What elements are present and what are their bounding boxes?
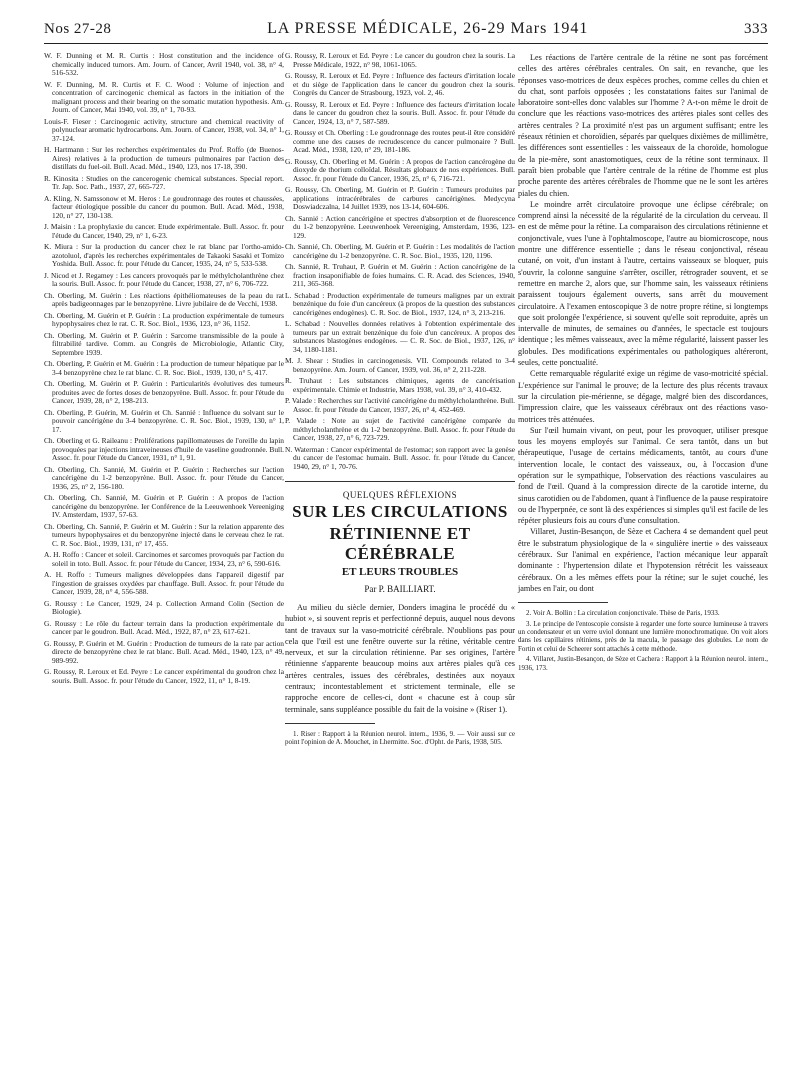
reference-item: Louis-F. Fieser : Carcinogenic activity, structure and chemical reactivity of polynuclear aromatic hydrocarbons. Am. Journ. of Cancer, 1938, vol. 34, n° 1, 37-124. [44, 116, 284, 143]
reference-item: G. Roussy, R. Leroux et Ed. Peyre : Influence des facteurs d'irritation locale et du siège de l'application dans le cancer du goudron chez la souris. Congrès du Cancer de Strasbourg, 1923, vol. 2, 46. [285, 71, 515, 97]
article-title-line-2: RÉTINIENNE ET CÉRÉBRALE [329, 524, 471, 563]
footnote: 4. Villaret, Justin-Besançon, de Sèze et Cachera : Rapport à la Réunion neurol. intern., 1936, 173. [518, 655, 768, 672]
article-paragraph: Au milieu du siècle dernier, Donders imagina le procédé du « hubiot », si souvent repris et perfectionné depuis, auquel nous devons tant de travaux sur la vaso-motricité cérébrale. N'oublions pas pour cela que l'œil est une fenêtre ouverte sur la rétine, véritable centre nerveux, et sur la circulation rétinienne. Par ses origines, l'artère rétinienne s'apparente beaucoup moins aux artères piales qu'à ces artères centrales, issues des cérébrales, destinées aux noyaux centraux; incontestablement et strictement terminale, elle se rapproche encore de celles-ci, dont « chacune est à coup sûr terminale, sans suppléance possible du fait de la voisine » (Riser 1). [285, 603, 515, 714]
reference-item: R. Truhaut : Les substances chimiques, agents de cancérisation expérimentale. Chimie et Industrie, Mars 1938, vol. 39, n° 3, 410-432. [285, 376, 515, 394]
article-byline: Par P. BAILLIART. [364, 584, 436, 594]
reference-item: G. Roussy, Ch. Oberling, M. Guérin et P. Guérin : Tumeurs produites par applications intracérébrales de carbures cancérigènes. Medycyna Doswiadczalna, 14 Juillet 1939, nos 13-14, 604-606. [285, 185, 515, 211]
reference-item: W. F. Dunning et M. R. Curtis : Host constitution and the incidence of chemically induced tumors. Am. Journ. of Cancer, Avril 1940, vol. 38, n° 4, 516-532. [44, 51, 284, 77]
reference-item: K. Miura : Sur la production du cancer chez le rat blanc par l'ortho-amido-azotoluol, d'après les recherches expérimentales de Takaoki Sasaki et Tomizo Yoshida. Bull. Assoc. fr. pour l'étude du Cancer, 1935, 24, n° 5, 533-538. [44, 242, 284, 268]
reference-item: Ch. Sannié, Ch. Oberling, M. Guérin et P. Guérin : Les modalités de l'action cancérigène du 1-2 benzopyrène. C. R. Soc. Biol., 1935, 120, 1196. [285, 242, 515, 260]
reference-item: A. H. Roffo : Cancer et soleil. Carcinomes et sarcomes provoqués par l'action du soleil in toto. Bull. Assoc. fr. pour l'étude du Cancer, 1934, 23, n° 6, 590-616. [44, 550, 284, 568]
article-paragraph: Le moindre arrêt circulatoire provoque une éclipse cérébrale; on comprend ainsi la nécessité de la régularité de la circulation du cerveau. Il en est de même pour la rétine. La comparaison des circulations rétinienne et conjonctivale, vues l'une à l'ophtalmoscope, l'autre au biomicroscope, nous montre une différence essentielle ; dans le réseau conjonctival, réseau cutané, on voit, d'un instant à l'autre, certains vaisseaux se bloquer, puis s'ouvrir, la colonne sanguine s'arrêter, osciller, rétrograder souvent, et se remettre en marche 2, alors que, sur l'homme sain, les vaisseaux rétiniens paraissent toujours également ouverts, sans arrêt du mouvement circulatoire. A l'examen entoscopique 3 de notre propre rétine, si longtemps que soit prolongée l'expérience, si souvent qu'elle soit reproduite, après un intervalle de minutes, de semaines ou d'années, le spectacle est toujours identique ; les mêmes vaisseaux, avec la même régularité, laissent passer les globules. Des modifications expérimentales ou pathologiques altéreront, seules, cette ponctualité. [518, 199, 768, 368]
reference-item: A. H. Roffo : Tumeurs malignes développées dans l'appareil digestif par l'ingestion de graisses oxydées par chauffage. Bull. Assoc. fr. pour l'étude du Cancer, 1939, 28, n° 4, 556-588. [44, 570, 284, 596]
reference-item: N. Waterman : Cancer expérimental de l'estomac; son rapport avec la genèse du cancer de l'estomac humain. Bull. Assoc. fr. pour l'étude du Cancer, 1940, 29, n° 1, 70-76. [285, 444, 515, 471]
reference-item: M. J. Shear : Studies in carcinogenesis. VII. Compounds related to 3-4 benzopyrène. Am. Journ. of Cancer, 1939, vol. 36, n° 2, 211-228. [285, 356, 515, 374]
reference-item: Ch. Oberling, Ch. Sannié, P. Guérin et M. Guérin : Sur la relation apparente des tumeurs hypophysaires et du benzopyrène injecté dans le cerveau chez le rat. C. R. Soc. Biol., 1939, 131, n° 17, 455. [44, 521, 284, 548]
reference-item: G. Roussy, R. Leroux et Ed. Peyre : Le cancer du goudron chez la souris. La Presse Médicale, 1922, n° 98, 1061-1065. [285, 51, 515, 69]
reference-item: G. Roussy, P. Guérin et M. Guérin : Production de tumeurs de la rate par action directe de benzopyrène chez le rat blanc. Bull. Acad. Méd., 1940, 123, n° 49, 989-992. [44, 638, 284, 665]
column-2 [285, 52, 515, 749]
reference-item: G. Roussy, R. Leroux et Ed. Peyre : Le cancer expérimental du goudron chez la souris. Bull. Assoc. fr. pour l'étude du Cancer, 1922, 11, n° 1, 8-19. [44, 667, 284, 685]
article-paragraph: Villaret, Justin-Besançon, de Sèze et Cachera 4 se demandent quel peut être le substratum physiologique de la « singulière inertie » des vaisseaux cérébraux. Sur l'animal en expérience, l'action mécanique leur apparaît dominante : l'hypertension dilate et l'hypotension rétrécit les vaisseaux cérébraux. On a les mêmes effets pour la rétine; sur le sujet couché, les jambes en l'air, ou dont [518, 527, 768, 593]
reference-item: A. Kling, N. Samssonow et M. Heros : Le goudronnage des routes et chaussées, facteur étiologique possible du cancer du poumon. Bull. Acad. Méd., 1938, 120, n° 27, 130-138. [44, 193, 284, 220]
article-paragraph: Cette remarquable régularité exige un régime de vaso-motricité spécial. L'expérience sur l'animal le prouve; de la lecture des plus récents travaux sur la circulation pie-mérienne, se dégage, malgré bien des discordances, l'impression claire, que les vaisseaux cérébraux ont des réactions vaso-motrices très atténuées. [518, 369, 768, 424]
article-paragraph: Les réactions de l'artère centrale de la rétine ne sont pas forcément celles des artères cérébrales centrales. On sait, en revanche, que les réponses vaso-motrices de deux espèces proches, comme celles du chien et du chat, sont parfois opposées ; les constatations faites sur l'animal de laboratoire sont-elles donc valables sur l'homme ? A-t-on même le droit de conclure que les réactions vaso-motrices des artères piales sont celles des artères centrales ? La proximité n'est pas un argument suffisant; entre les réseaux rétinien et choroïdien, séparés par quelques dixièmes de millimètre, les différences sont essentielles : les vaisseaux de la choroïde, homologue de la pie-mère, sont anastomotiques, ceux de la rétine sont terminaux. Il paraît bien probable que l'artère centrale de la rétine de l'homme est plus proche parente des artères cérébrales de l'homme que ne le sont les artères piales du chien. [518, 53, 768, 198]
reference-item: W. F. Dunning, M. R. Curtis et F. C. Wood : Volume of injection and concentration of carcinogenic chemical as factors in the initiation of the malignant process and their bearing on the somatic mutation hypothesis. Am. Journ. of Cancer, Mai 1940, vol. 39, n° 1, 70-93. [44, 79, 284, 114]
reference-item: Ch. Oberling, M. Guérin et P. Guérin : Sarcome transmissible de la poule à filtrabilité tardive. Comm. au Congrès de Microbiologie, Atlantic City, Septembre 1939. [44, 330, 284, 357]
reference-item: J. Maisin : La prophylaxie du cancer. Etude expérimentale. Bull. Assoc. fr. pour l'étude du Cancer, 1940, 29, n° 1, 6-23. [44, 222, 284, 240]
article-paragraph: Sur l'œil humain vivant, on peut, pour les provoquer, utiliser presque tous les moyens employés sur l'animal. Ce sera tantôt, dans un but thérapeutique, l'usage de certains médicaments, tantôt, au cours d'une intervention locale, le contact des vaisseaux, ou, à l'occasion d'une opération sur le sympathique, l'observation des réactions vasculaires au fond de l'œil. Quand à la compression directe de la carotide interne, du sinus carotidien ou de l'abdomen, quant à l'influence de la pause respiratoire ou de l'hyperpnée, ce sont là des expériences si simples qu'il est facile de les répéter plusieurs fois au cours d'une consultation. [518, 425, 768, 526]
reference-item: G. Roussy : Le Cancer, 1929, 24 p. Collection Armand Colin (Section de Biologie). [44, 598, 284, 616]
article-kicker: QUELQUES RÉFLEXIONS [342, 490, 458, 500]
reference-item: L. Schabad : Nouvelles données relatives à l'obtention expérimentale des tumeurs par un extrait benzénique du foie d'un cancéreux. A propos des substances blastogènes endogènes. — C. R. Soc. de Biol., 1937, 126, n° 34, 1180-1181. [285, 319, 515, 354]
journal-title: LA PRESSE MÉDICALE, 26-29 Mars 1941 [267, 20, 589, 37]
column-3-article [518, 52, 768, 674]
reference-item: Ch. Oberling et G. Raileanu : Proliférations papillomateuses de l'oreille du lapin provoquées par injections intraveineuses d'huile de vaseline goudronnée. Bull. Assoc. fr. pour l'étude du Cancer, 1931, n° 1, 91. [44, 436, 284, 462]
reference-item: G. Roussy et Ch. Oberling : Le goudronnage des routes peut-il être considéré comme une des causes de recrudescence du cancer pulmonaire ? Bull. Acad. Méd., 1938, 120, n° 29, 181-186. [285, 128, 515, 154]
footnote: 3. Le principe de l'entoscopie consiste à regarder une forte source lumineuse à travers un condensateur et un verre uviol donnant une lumière monochromatique. On voit alors dans les capillaires rétiniens, près de la macula, le passage des globules. Le nom de Fortin et celui de Scheerer sont attachés à cette méthode. [518, 619, 768, 653]
reference-item: Ch. Oberling, Ch. Sannié, M. Guérin et P. Guérin : A propos de l'action cancérigène du benzopyrène. Ier Conférence de la Leeuwenhoek Vereeniging IV. Amsterdam, 1937, 57-63. [44, 493, 284, 519]
reference-item: Ch. Sannié, R. Truhaut, P. Guérin et M. Guérin : Action cancérigène de la fraction insaponifiable de foies humains. C. R. Acad. des Sciences, 1940, 211, 365-368. [285, 262, 515, 288]
reference-item: Ch. Oberling, P. Guérin, M. Guérin et Ch. Sannié : Influence du solvant sur le pouvoir cancérigène du 3-4 benzopyrène. C. R. Soc. Biol., 1939, 130, n° 1, 17. [44, 407, 284, 434]
reference-item: Ch. Oberling, P. Guérin et M. Guérin : La production de tumeur hépatique par le 3-4 benzopyrène chez le rat blanc. C. R. Soc. Biol., 1939, 130, n° 5, 417. [44, 359, 284, 377]
footnote: 2. Voir A. Bollin : La circulation conjonctivale. Thèse de Paris, 1933. [526, 609, 720, 618]
reference-item: Ch. Oberling, M. Guérin : Les réactions épithéliomateuses de la peau du rat après badigeonnages par le benzopyrène. Livre jubilaire de de Vecchi, 1938. [44, 290, 284, 308]
header-rule [44, 43, 768, 44]
page-number: 333 [744, 21, 768, 37]
reference-item: L. Schabad : Production expérimentale de tumeurs malignes par un extrait benzénique du foie d'un cancéreux (à propos de la question des substances cancérigènes endogènes). C. R. Soc. de Biol., 1937, 124, n° 3, 213-216. [285, 290, 515, 317]
section-divider [285, 481, 515, 482]
issue-number: Nos 27-28 [44, 21, 112, 37]
page-header [44, 20, 768, 42]
reference-item: R. Kinosita : Studies on the cancerogenic chemical substances. Special report. Tr. Jap. Soc. Path., 1937, 27, 665-727. [44, 173, 284, 191]
footnote-rule [518, 602, 608, 603]
footnote-rule [285, 723, 375, 724]
reference-item: Ch. Oberling, Ch. Sannié, M. Guérin et P. Guérin : Recherches sur l'action cancérigène du 1-2 benzopyrène. Bull. Assoc. fr. pour l'étude du Cancer, 1936, 25, n° 2, 156-180. [44, 464, 284, 491]
article-title-line-1: SUR LES CIRCULATIONS [292, 502, 508, 521]
reference-item: G. Roussy : Le rôle du facteur terrain dans la production expérimentale du cancer par le goudron. Bull. Acad. Méd., 1922, 87, n° 23, 617-621. [44, 618, 284, 636]
reference-item: P. Valade : Note au sujet de l'activité cancérigène comparée du méthylcholanthrène et du 1-2 benzopyrène. Bull. Assoc. fr. pour l'étude du Cancer, 1938, 27, n° 6, 723-729. [285, 416, 515, 442]
reference-item: Ch. Oberling, M. Guérin et P. Guérin : Particularités évolutives des tumeurs produites avec de fortes doses de benzopyrène. Bull. Assoc. fr. pour l'étude du Cancer, 1939, 28, n° 2, 198-213. [44, 379, 284, 405]
reference-item: P. Valade : Recherches sur l'activité cancérigène du méthylcholanthrène. Bull. Assoc. fr. pour l'étude du Cancer, 1937, 26, n° 4, 452-469. [285, 396, 515, 414]
reference-item: G. Roussy, Ch. Oberling et M. Guérin : A propos de l'action cancérogène du dioxyde de thorium colloïdal. Résultats globaux de nos expériences. Bull. Assoc. fr. pour l'étude du Cancer, 1936, 25, n° 6, 716-721. [285, 156, 515, 183]
column-1-references [44, 52, 284, 688]
article-title-line-3: ET LEURS TROUBLES [341, 566, 459, 578]
reference-item: G. Roussy, R. Leroux et Ed. Peyre : Influence des facteurs d'irritation locale dans le cancer du goudron chez la souris. Bull. Assoc. fr. pour l'étude du Cancer, 1924, 13, n° 7, 587-589. [285, 99, 515, 126]
footnote: 1. Riser : Rapport à la Réunion neurol. intern., 1936, 9. — Voir aussi sur ce point l'opinion de A. Mouchet, in Lhermitte. Soc. d'Opht. de Paris, 1938, 505. [285, 729, 515, 747]
reference-item: Ch. Sannié : Action cancérigène et spectres d'absorption et de fluorescence du 1-2 benzopyrène. Leeuwenhoek Vereeniging, Amsterdam, 1936, 123-129. [285, 213, 515, 240]
reference-item: H. Hartmann : Sur les recherches expérimentales du Prof. Roffo (de Buenos-Aires) relatives à la production de tumeurs pulmonaires par l'action des distillats du fuel-oil. Bull. Acad. Méd., 1940, 123, nos 17-18, 390. [44, 145, 284, 171]
reference-item: Ch. Oberling, M. Guérin et P. Guérin : La production expérimentale de tumeurs hypophysaires chez le rat. C. R. Soc. Biol., 1936, 123, n° 36, 1152. [44, 310, 284, 328]
reference-item: J. Nicod et J. Regamey : Les cancers provoqués par le méthylcholanthrène chez la souris. Bull. Assoc. fr. pour l'étude du Cancer, 1938, 27, n° 6, 706-722. [44, 270, 284, 288]
